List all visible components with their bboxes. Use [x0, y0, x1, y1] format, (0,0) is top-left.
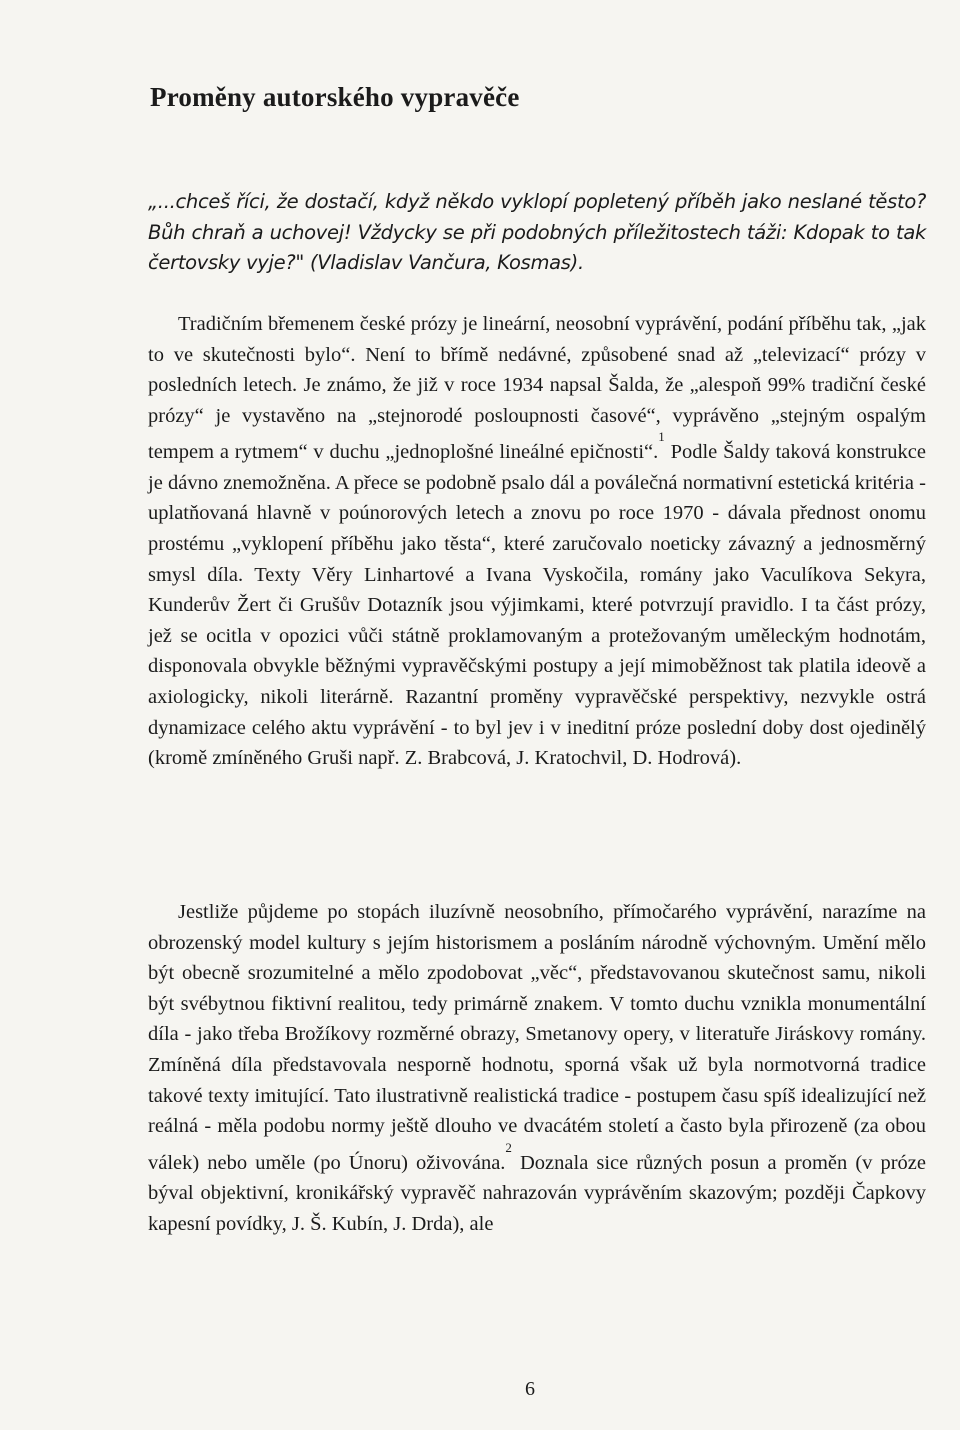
chapter-title: Proměny autorského vypravěče	[150, 82, 520, 112]
footnote-marker-1: 1	[658, 429, 665, 445]
page-number: 6	[525, 1378, 535, 1400]
paragraph-1	[148, 309, 926, 774]
footnote-marker-2: 2	[505, 1139, 512, 1155]
paragraph-2	[148, 897, 926, 1239]
paragraph-1-text-a: Tradičním břemenem české prózy je lineární, neosobní vyprávění, podání příběhu tak, „jak to ve skutečnosti bylo“. Není to břímě nedávné, způsobené snad až „televizací“ prózy v posledních letech. Je známo, že již v roce 1934 napsal Šalda, že „alespoň 99% tradiční české prózy“ je vystavěno na „stejnorodé posloupnosti časové“, vyprávěno „stejným ospalým tempem a rytmem“ v duchu „jednoplošné lineálné epičnosti“.	[148, 313, 926, 464]
paragraph-1-text-b: Podle Šaldy taková konstrukce je dávno znemožněna. A přece se podobně psalo dál a poválečná normativní estetická kritéria - uplatňovaná hlavně v poúnorových letech a znovu po roce 1970 - dávala přednost onomu prostému „vyklopení příběhu jako těsta“, které zaručovalo noeticky závazný a jednosměrný smysl díla. Texty Věry Linhartové a Ivana Vyskočila, romány jako Vaculíkova Sekyra, Kunderův Žert či Grušův Dotazník jsou výjimkami, které potvrzují pravidlo. I ta část prózy, jež se ocitla v opozici vůči státně proklamovaným a protežovaným uměleckým hodnotám, disponovala obvykle běžnými vypravěčskými postupy a její mimoběžnost tak platila ideově a axiologicky, nikoli literárně. Razantní proměny vypravěčské perspektivy, nezvykle ostrá dynamizace celého aktu vyprávění - to byl jev i v ineditní próze poslední doby dost ojedinělý (kromě zmíněného Gruši např. Z. Brabcová, J. Kratochvil, D. Hodrová).	[148, 441, 926, 770]
epigraph-quote: „...chceš říci, že dostačí, když někdo vyklopí popletený příběh jako neslané těsto? Bůh chraň a uchovej! Vždycky se při podobných příležitostech táži: Kdopak to tak čertovsky vyje?" (Vladislav Vančura, Kosmas).	[148, 190, 926, 275]
paragraph-2-text-a: Jestliže půjdeme po stopách iluzívně neosobního, přímočarého vyprávění, narazíme na obrozenský model kultury s jejím historismem a posláním národně výchovným. Umění mělo být obecně srozumitelné a mělo zpodobovat „věc“, představovanou skutečnost samu, nikoli být svébytnou fiktivní realitou, tedy primárně znakem. V tomto duchu vznikla monumentální díla - jako třeba Brožíkovy rozměrné obrazy, Smetanovy opery, v literatuře Jiráskovy romány. Zmíněná díla představovala nesporně hodnotu, sporná však už byla normotvorná tradice takové texty imitující. Tato ilustrativně realistická tradice - postupem času spíš idealizující než reálná - měla podobu normy ještě dlouho ve dvacátém století a často byla přirozeně (za obou válek) nebo uměle (po Únoru) oživována.	[148, 901, 926, 1174]
paragraph-2-text-b: Doznala sice různých posun a proměn (v próze býval objektivní, kronikářský vypravěč nahrazován vyprávěním skazovým; později Čapkovy kapesní povídky, J. Š. Kubín, J. Drda), ale	[148, 1151, 926, 1235]
